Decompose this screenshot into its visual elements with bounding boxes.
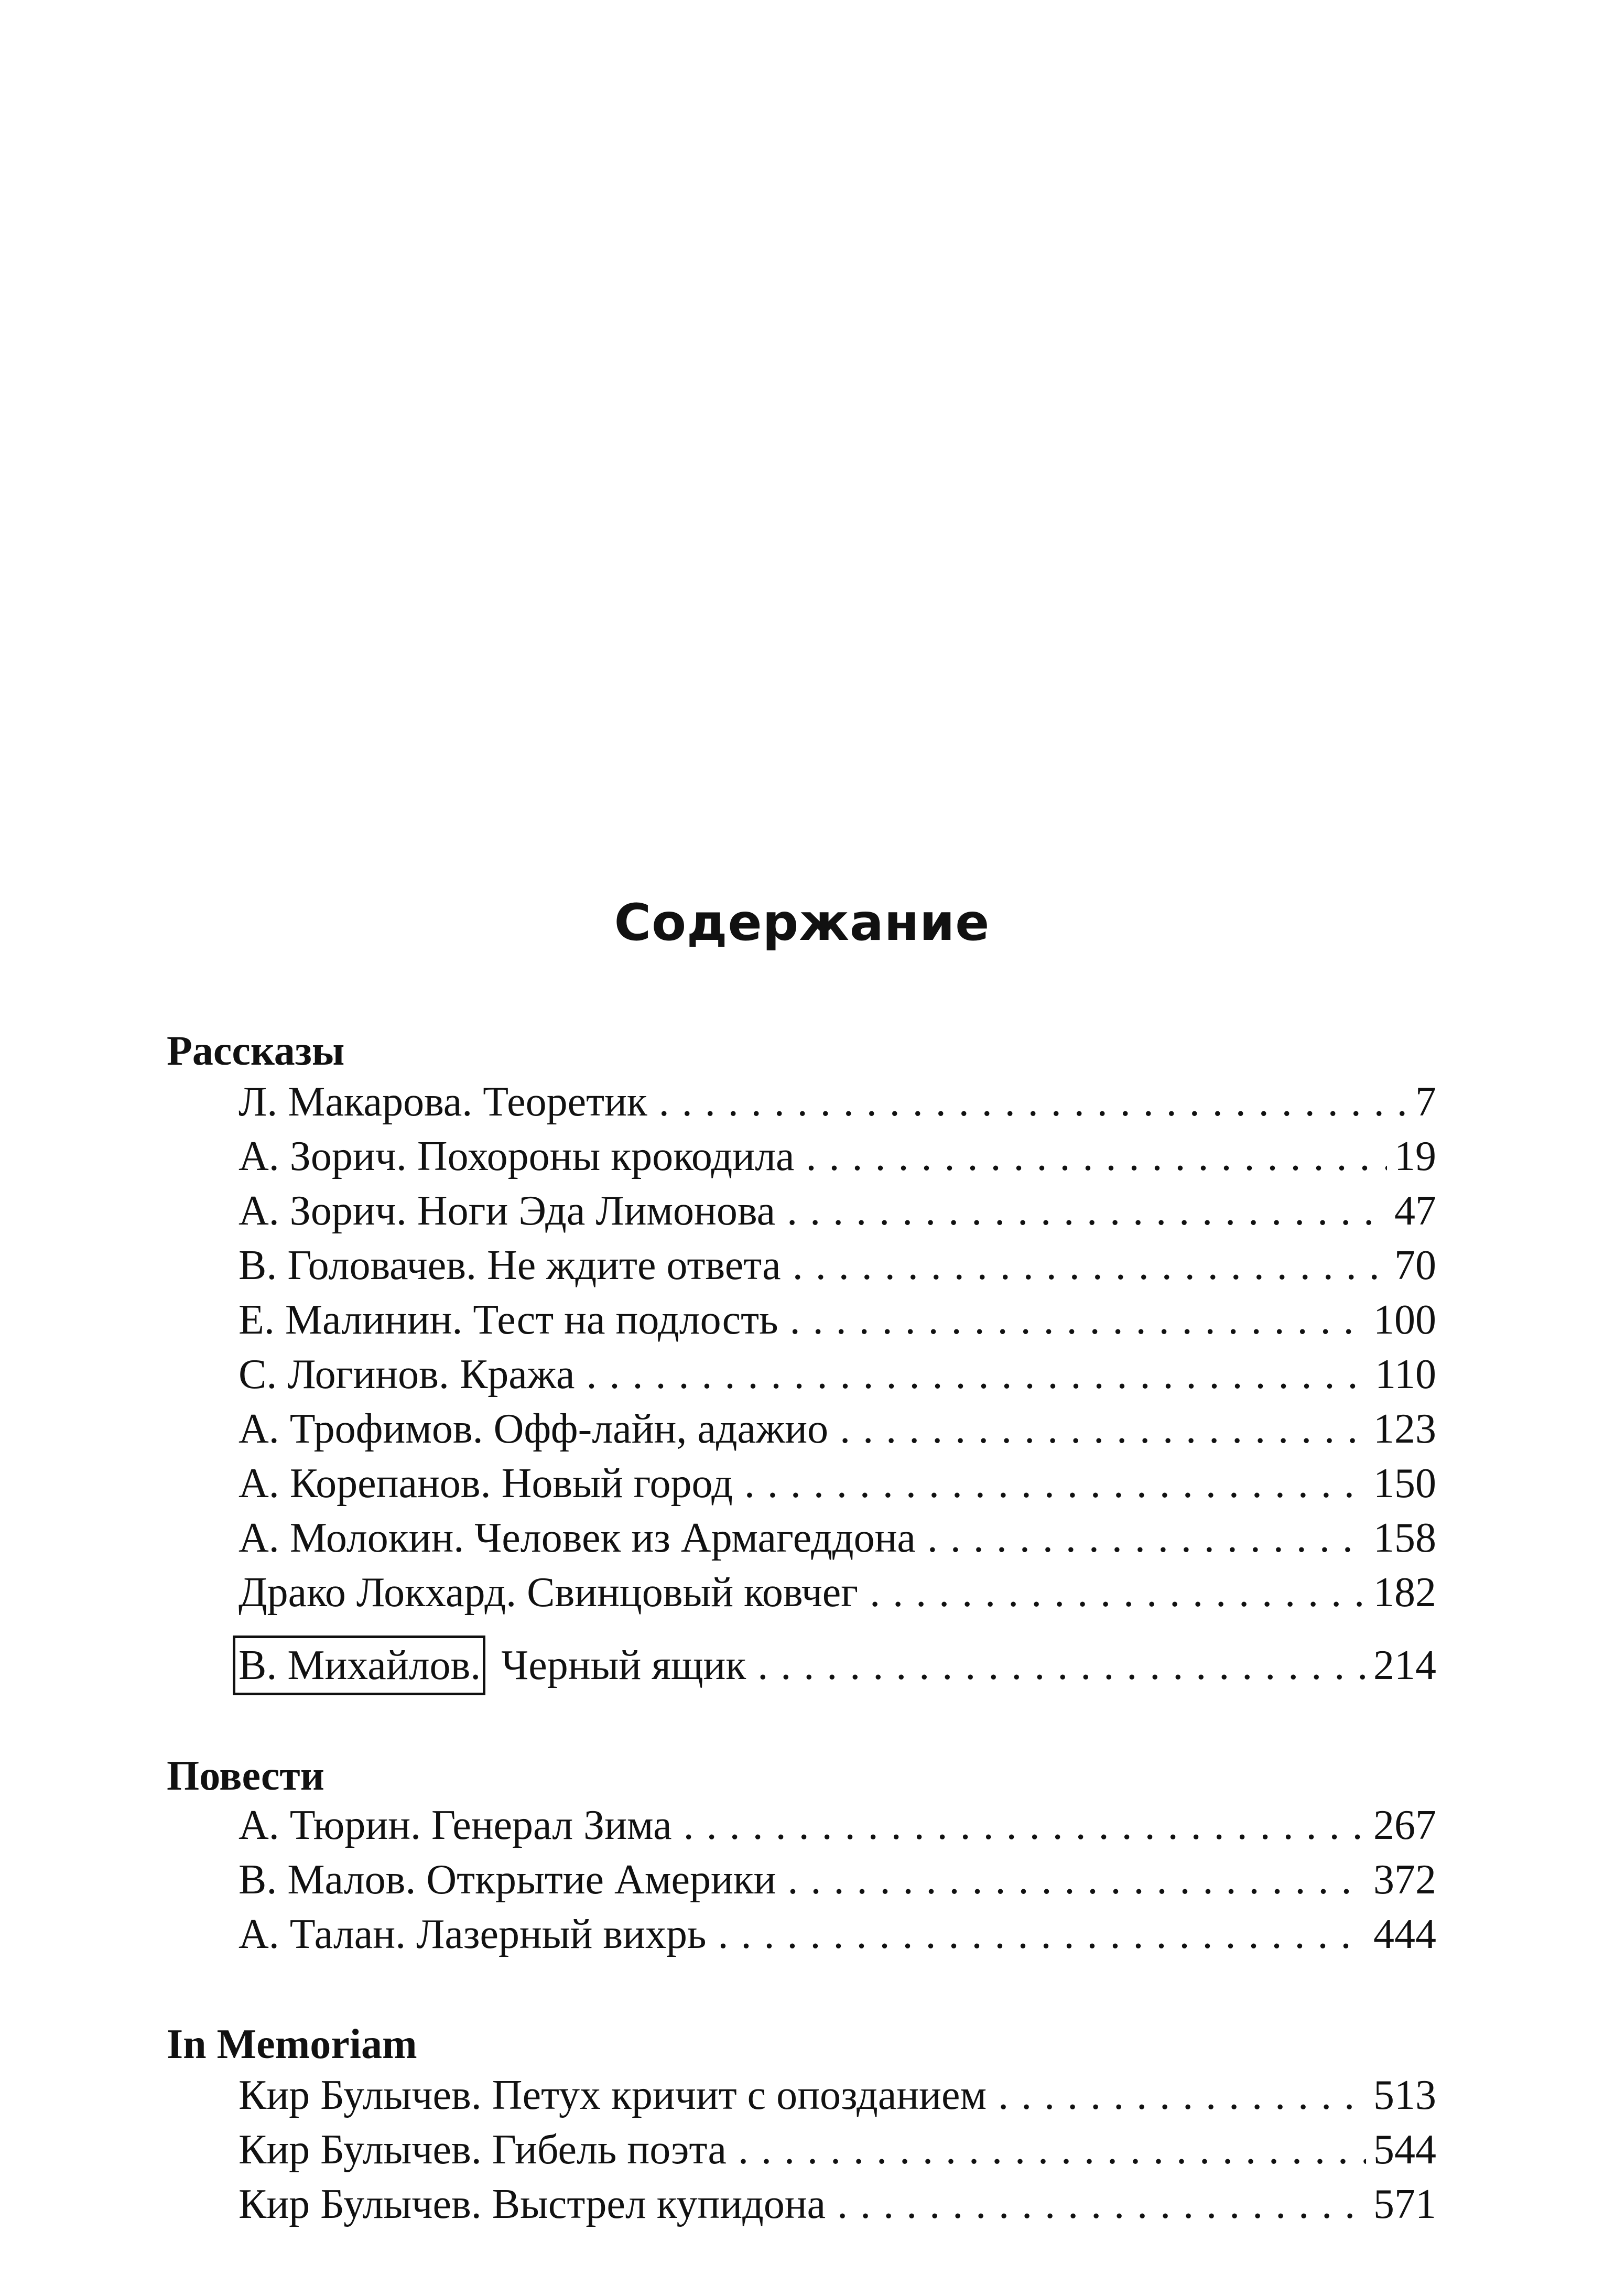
entry-author: А. Зорич. xyxy=(239,1188,407,1234)
dot-leader xyxy=(757,1638,1366,1693)
entry-title: Похороны крокодила xyxy=(417,1133,795,1179)
dot-leader xyxy=(790,1293,1366,1347)
dot-leader xyxy=(587,1347,1368,1402)
entry-page: 544 xyxy=(1373,2127,1436,2173)
dot-leader xyxy=(840,1402,1366,1456)
section-heading-in-memoriam: In Memoriam xyxy=(167,2021,417,2067)
entry-page: 150 xyxy=(1373,1460,1436,1507)
entry-title: Кража xyxy=(459,1351,575,1398)
toc-entry[interactable] xyxy=(239,1075,1436,1129)
entry-page: 7 xyxy=(1415,1079,1436,1125)
toc-entry[interactable] xyxy=(239,1511,1436,1565)
toc-entry[interactable] xyxy=(239,1798,1436,1853)
page-title: Содержание xyxy=(614,893,990,952)
entry-author: А. Талан. xyxy=(239,1911,406,1957)
entry-page: 513 xyxy=(1373,2072,1436,2118)
toc-entry[interactable] xyxy=(239,1347,1436,1402)
entry-page: 214 xyxy=(1373,1642,1436,1688)
entry-author: С. Логинов. xyxy=(239,1351,449,1398)
dot-leader xyxy=(738,2122,1366,2177)
entry-author: Кир Булычев. xyxy=(239,2181,482,2227)
dot-leader xyxy=(659,1075,1408,1129)
entry-title: Ноги Эда Лимонова xyxy=(417,1188,776,1234)
dot-leader xyxy=(927,1511,1366,1565)
entry-title: Черный ящик xyxy=(501,1642,746,1688)
toc-entry[interactable] xyxy=(239,1238,1436,1293)
entry-title: Не ждите ответа xyxy=(486,1242,781,1288)
entry-title: Тест на подлость xyxy=(473,1297,778,1343)
dot-leader xyxy=(787,1853,1366,1907)
entry-title: Офф-лайн, адажио xyxy=(493,1406,829,1452)
dot-leader xyxy=(684,1798,1366,1853)
dot-leader xyxy=(744,1456,1366,1511)
entry-page: 267 xyxy=(1373,1802,1436,1848)
entry-title: Лазерный вихрь xyxy=(416,1911,707,1957)
dot-leader xyxy=(718,1907,1366,1962)
entry-title: Новый город xyxy=(501,1460,733,1507)
toc-entry[interactable] xyxy=(239,1853,1436,1907)
toc-entry[interactable] xyxy=(239,1184,1436,1238)
entry-page: 571 xyxy=(1373,2181,1436,2227)
entry-title: Генерал Зима xyxy=(431,1802,672,1848)
entry-page: 158 xyxy=(1373,1515,1436,1561)
entry-title: Человек из Армагеддона xyxy=(474,1515,916,1561)
entry-author: А. Молокин. xyxy=(239,1515,464,1561)
toc-entry-boxed[interactable] xyxy=(239,1636,1436,1690)
toc-entry[interactable] xyxy=(239,1129,1436,1184)
entry-author: Драко Локхард. xyxy=(239,1569,517,1616)
dot-leader xyxy=(793,1238,1387,1293)
entry-author: Л. Макарова. xyxy=(239,1079,473,1125)
entry-page: 110 xyxy=(1374,1351,1436,1398)
entry-title: Выстрел купидона xyxy=(492,2181,826,2227)
entry-page: 182 xyxy=(1373,1569,1436,1616)
section-heading-povesti: Повести xyxy=(167,1753,324,1799)
entry-title: Гибель поэта xyxy=(492,2127,727,2173)
dot-leader xyxy=(998,2068,1366,2122)
entry-page: 444 xyxy=(1373,1911,1436,1957)
toc-entry[interactable] xyxy=(239,1456,1436,1511)
dot-leader xyxy=(837,2177,1366,2232)
entry-page: 70 xyxy=(1394,1242,1436,1288)
entry-author: В. Малов. xyxy=(239,1857,416,1903)
entry-page: 100 xyxy=(1373,1297,1436,1343)
entry-title: Теоретик xyxy=(483,1079,647,1125)
toc-entry[interactable] xyxy=(239,1565,1436,1620)
entry-page: 372 xyxy=(1373,1857,1436,1903)
dot-leader xyxy=(806,1129,1387,1184)
entry-page: 47 xyxy=(1394,1188,1436,1234)
dot-leader xyxy=(870,1565,1366,1620)
toc-entry[interactable] xyxy=(239,1907,1436,1962)
dot-leader xyxy=(787,1184,1387,1238)
toc-entry[interactable] xyxy=(239,1293,1436,1347)
entry-author: Кир Булычев. xyxy=(239,2072,482,2118)
entry-title: Свинцовый ковчег xyxy=(527,1569,859,1616)
section-heading-rasskazy: Рассказы xyxy=(167,1028,345,1074)
entry-author: А. Корепанов. xyxy=(239,1460,491,1507)
entry-author: А. Трофимов. xyxy=(239,1406,483,1452)
entry-title: Петух кричит с опозданием xyxy=(492,2072,987,2118)
entry-author: Кир Булычев. xyxy=(239,2127,482,2173)
entry-author: В. Головачев. xyxy=(239,1242,476,1288)
toc-entry[interactable] xyxy=(239,2177,1436,2232)
entry-author: А. Зорич. xyxy=(239,1133,407,1179)
entry-author: А. Тюрин. xyxy=(239,1802,421,1848)
entry-page: 123 xyxy=(1373,1406,1436,1452)
entry-author: Е. Малинин. xyxy=(239,1297,463,1343)
toc-entry[interactable] xyxy=(239,1402,1436,1456)
entry-page: 19 xyxy=(1394,1133,1436,1179)
entry-author-boxed: В. Михайлов. xyxy=(233,1636,485,1695)
toc-entry[interactable] xyxy=(239,2068,1436,2122)
toc-entry[interactable] xyxy=(239,2122,1436,2177)
entry-title: Открытие Америки xyxy=(426,1857,776,1903)
